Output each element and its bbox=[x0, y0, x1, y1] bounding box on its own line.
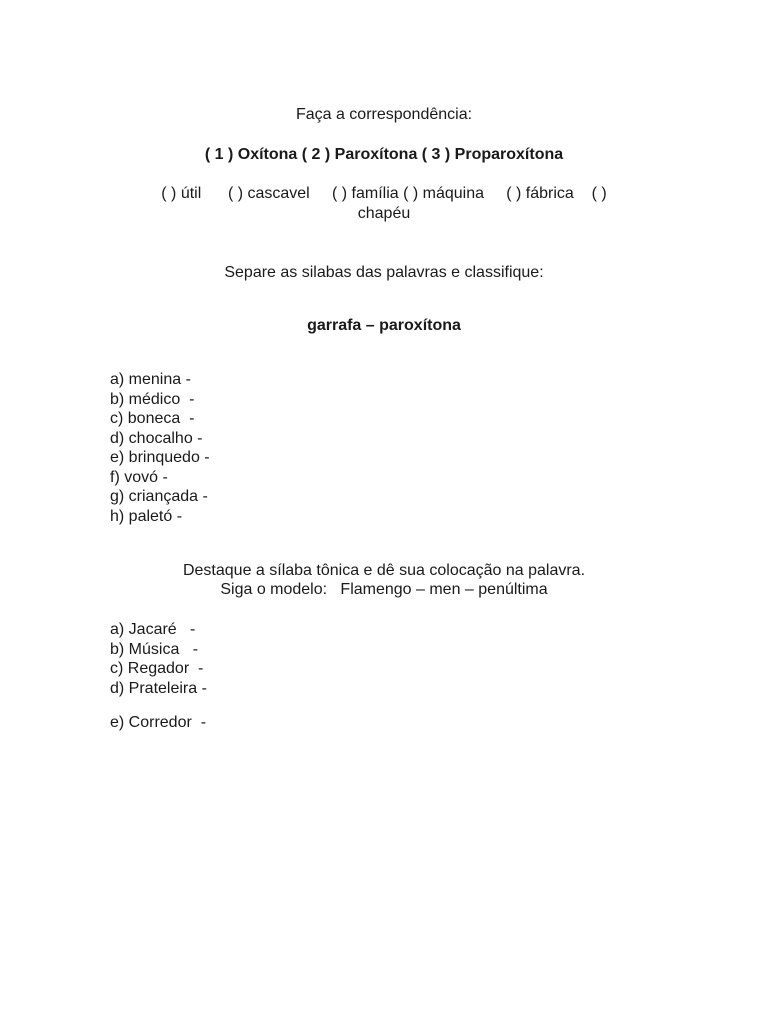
list-item: g) criançada - bbox=[110, 488, 208, 505]
option-fabrica: ( ) fábrica bbox=[506, 185, 574, 202]
option-util: ( ) útil bbox=[161, 185, 202, 202]
option-chapeu: chapéu bbox=[357, 204, 411, 222]
exercise1-legend: ( 1 ) Oxítona ( 2 ) Paroxítona ( 3 ) Proparoxítona bbox=[204, 146, 564, 163]
list-item: b) médico - bbox=[110, 390, 195, 408]
option-familia: ( ) família bbox=[331, 185, 399, 202]
list-item: h) paletó - bbox=[110, 507, 183, 525]
exercise3-model: Siga o modelo: Flamengo – men – penúltima bbox=[220, 581, 548, 598]
exercise3-list bbox=[110, 620, 207, 698]
exercise3-extra-item: e) Corredor - bbox=[110, 714, 207, 731]
list-item: e) brinquedo - bbox=[110, 449, 210, 466]
list-item: c) boneca - bbox=[110, 410, 195, 427]
exercise2-list bbox=[110, 370, 210, 526]
option-maquina: ( ) máquina bbox=[403, 185, 485, 202]
list-item: a) Jacaré - bbox=[110, 621, 196, 638]
list-item: a) menina - bbox=[110, 371, 191, 388]
options-row bbox=[0, 184, 768, 204]
exercise1-instruction: Faça a correspondência: bbox=[295, 106, 473, 123]
list-item: d) chocalho - bbox=[110, 429, 203, 447]
option-blank: ( ) bbox=[591, 185, 607, 202]
option-cascavel: ( ) cascavel bbox=[227, 185, 310, 202]
list-item: f) vovó - bbox=[110, 468, 168, 486]
list-item: d) Prateleira - bbox=[110, 679, 207, 697]
list-item: b) Música - bbox=[110, 640, 199, 658]
exercise3-instruction: Destaque a sílaba tônica e dê sua colocação na palavra. bbox=[182, 562, 586, 579]
exercise2-instruction: Separe as silabas das palavras e classifique: bbox=[224, 264, 544, 281]
exercise2-example: garrafa – paroxítona bbox=[307, 317, 461, 334]
exercise1-options bbox=[0, 184, 768, 223]
list-item: c) Regador - bbox=[110, 660, 204, 677]
